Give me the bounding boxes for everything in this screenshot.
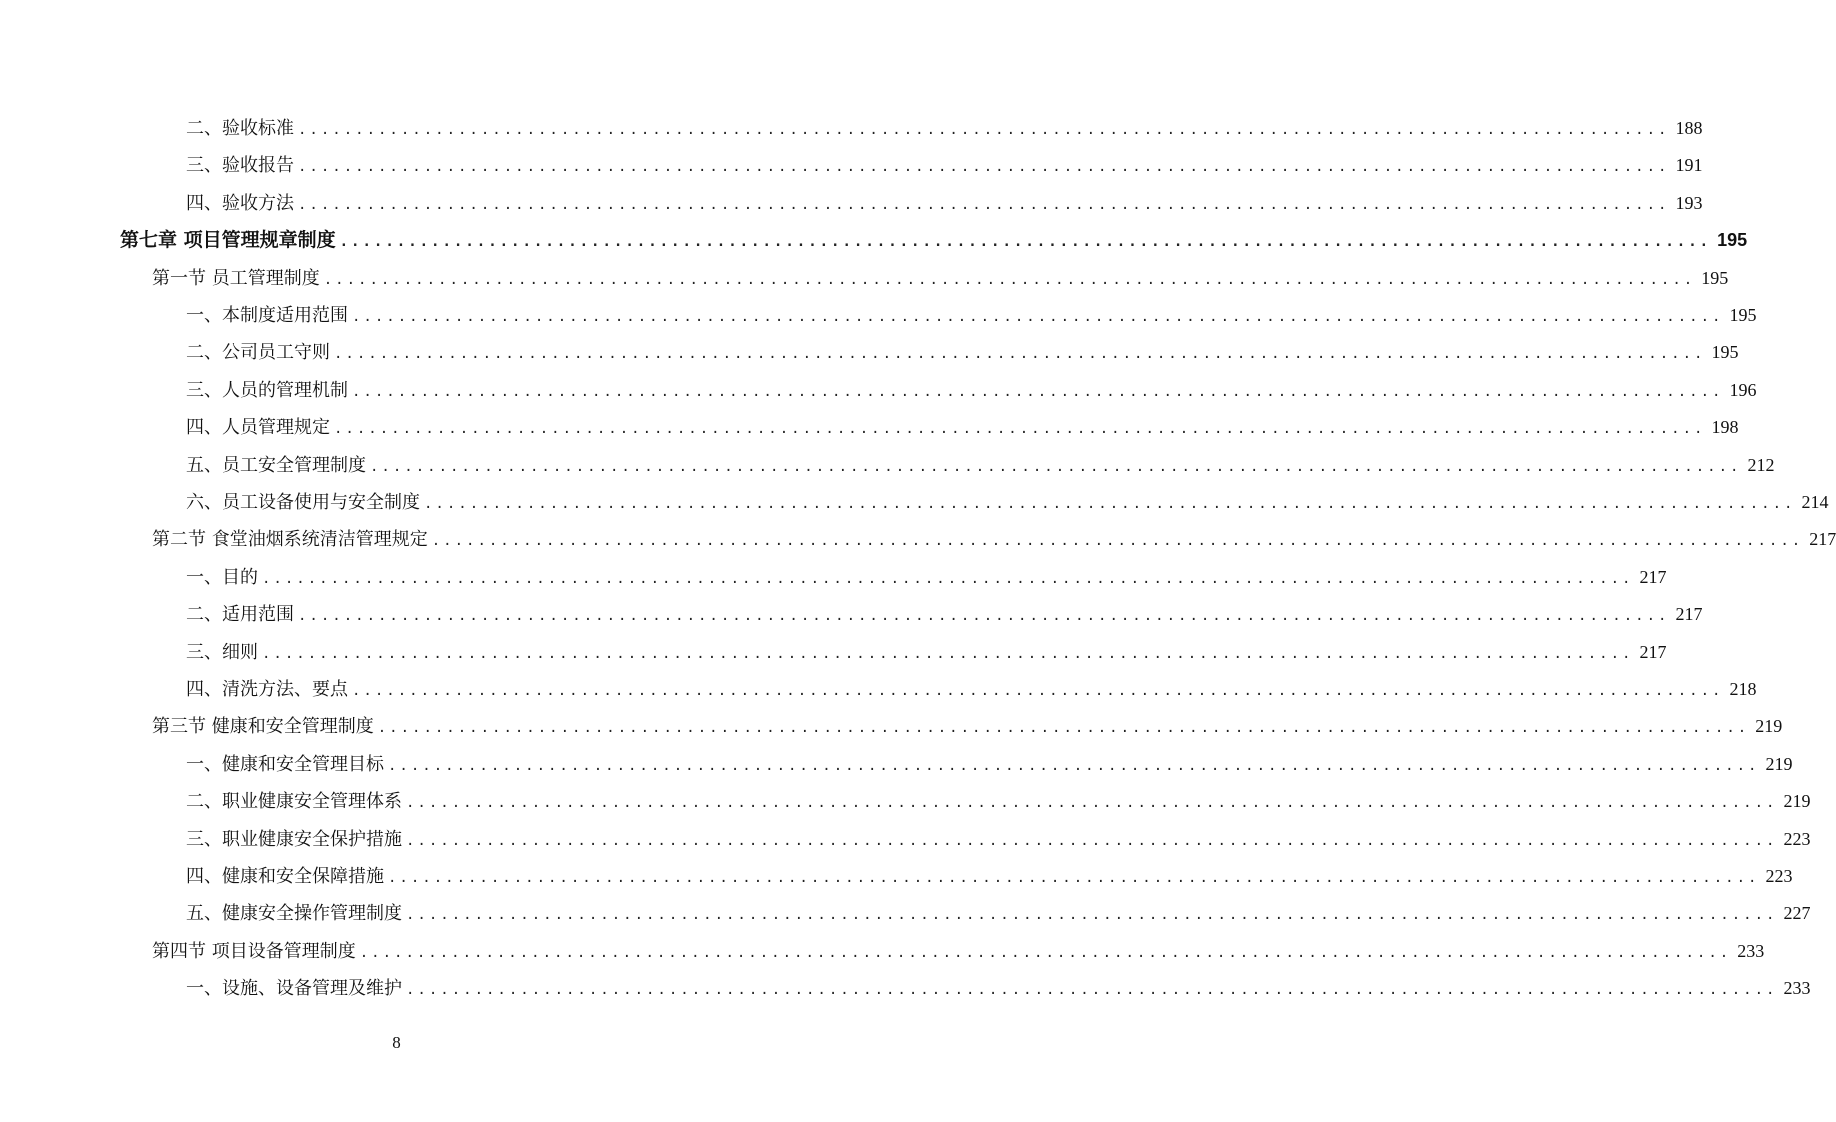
toc-dot-leader: ........................................................................................................................ [377,720,1750,737]
toc-subsection-entry[interactable] [186,858,1793,895]
toc-subsection-entry[interactable] [186,185,1703,222]
toc-dot-leader: ........................................................................................................................ [298,196,1670,213]
toc-entry-page: 219 [1783,791,1811,812]
toc-subsection-entry[interactable] [186,110,1703,147]
toc-entry-title: 五、健康安全操作管理制度 [186,903,402,925]
toc-entry-page: 217 [1639,641,1667,662]
toc-entry-title: 三、人员的管理机制 [186,379,348,401]
toc-entry-title: 二、职业健康安全管理体系 [186,791,402,813]
toc-subsection-entry[interactable] [186,147,1703,184]
toc-dot-leader: ........................................................................................................................ [406,982,1778,999]
toc-entry-title: 二、公司员工守则 [186,342,330,364]
toc-dot-leader: ........................................................................................................................ [298,122,1670,138]
toc-dot-leader: ........................................................................................................................ [388,870,1760,886]
toc-dot-leader: ........................................................................................................................ [334,421,1706,438]
toc-section-entry[interactable] [152,708,1783,745]
toc-entry-page: 195 [1729,305,1757,325]
toc-subsection-entry[interactable] [186,409,1739,446]
toc-dot-leader: ........................................................................................................................ [352,683,1724,699]
toc-subsection-entry[interactable] [186,372,1757,409]
toc-chapter-entry[interactable] [120,222,1748,259]
toc-entry-page: 223 [1783,828,1811,849]
toc-entry-title: 第七章 项目管理规章制度 [120,229,336,252]
toc-dot-leader: ........................................................................................................................ [262,645,1634,662]
toc-entry-page: 198 [1711,417,1739,438]
toc-entry-title: 一、本制度适用范围 [186,305,348,326]
toc-entry-page: 195 [1701,267,1729,288]
toc-subsection-entry[interactable] [186,821,1811,858]
toc-entry-page: 223 [1765,866,1793,886]
toc-entry-title: 一、设施、设备管理及维护 [186,978,402,1000]
toc-dot-leader: ........................................................................................................................ [323,271,1696,288]
toc-entry-page: 191 [1675,155,1703,176]
toc-entry-title: 六、员工设备使用与安全制度 [186,492,420,513]
toc-entry-page: 217 [1675,604,1703,625]
toc-entry-title: 四、验收方法 [186,192,294,214]
toc-entry-page: 212 [1747,454,1775,475]
toc-subsection-entry[interactable] [186,334,1739,371]
toc-dot-leader: ........................................................................................................................ [352,383,1724,400]
toc-dot-leader: ........................................................................................................................ [406,907,1778,924]
toc-entry-title: 三、验收报告 [186,155,294,177]
page-number: 8 [392,1033,401,1052]
toc-entry-page: 233 [1783,978,1811,999]
toc-entry-title: 第三节 健康和安全管理制度 [152,716,374,738]
toc-entry-title: 四、清洗方法、要点 [186,679,348,700]
toc-entry-title: 五、员工安全管理制度 [186,454,366,476]
toc-subsection-entry[interactable] [186,970,1811,1007]
toc-entry-page: 218 [1729,679,1757,699]
toc-entry-title: 四、健康和安全保障措施 [186,866,384,887]
toc-entry-page: 219 [1755,716,1783,737]
toc-dot-leader: ........................................................................................................................ [334,346,1706,363]
toc-subsection-entry[interactable] [186,297,1757,334]
toc-entry-title: 一、健康和安全管理目标 [186,753,384,775]
toc-dot-leader: ........................................................................................................................ [370,458,1742,475]
toc-entry-page: 195 [1711,342,1739,363]
toc-entry-page: 193 [1675,192,1703,213]
toc-entry-title: 二、验收标准 [186,118,294,139]
toc-subsection-entry[interactable] [186,783,1811,820]
toc-entry-title: 二、适用范围 [186,604,294,626]
toc-section-entry[interactable] [152,521,1836,558]
toc-entry-page: 214 [1801,492,1829,512]
toc-dot-leader: ........................................................................................................................ [424,496,1796,512]
toc-subsection-entry[interactable] [186,746,1793,783]
toc-subsection-entry[interactable] [186,447,1775,484]
toc-dot-leader: ........................................................................................................................ [262,570,1634,587]
toc-subsection-entry[interactable] [186,671,1757,708]
toc-dot-leader: ........................................................................................................................ [298,159,1670,176]
toc-subsection-entry[interactable] [186,596,1703,633]
toc-dot-leader: ........................................................................................................................ [406,832,1778,849]
toc-dot-leader: ........................................................................................................................ [406,795,1778,812]
toc-entry-title: 三、职业健康安全保护措施 [186,828,402,850]
toc-section-entry[interactable] [152,260,1729,297]
toc-entry-page: 195 [1717,230,1748,251]
toc-entry-page: 227 [1783,903,1811,924]
toc-entry-page: 188 [1675,118,1703,138]
toc-entry-title: 一、目的 [186,566,258,588]
toc-entry-title: 四、人员管理规定 [186,417,330,439]
toc-dot-leader: ........................................................................................................................ [352,309,1724,325]
toc-dot-leader: ........................................................................................................................ [359,944,1732,961]
toc-entry-page: 217 [1809,529,1836,550]
toc-dot-leader: ........................................................................................................................ [431,533,1804,550]
toc-entry-title: 第一节 员工管理制度 [152,267,320,289]
toc-dot-leader: ........................................................................................................................ [298,608,1670,625]
toc-entry-title: 第二节 食堂油烟系统清洁管理规定 [152,529,428,551]
toc-entry-page: 196 [1729,379,1757,400]
toc-entry-title: 第四节 项目设备管理制度 [152,940,356,962]
toc-entry-page: 217 [1639,566,1667,587]
toc-dot-leader: ........................................................................................................................ [388,757,1760,774]
toc-subsection-entry[interactable] [186,895,1811,932]
toc-subsection-entry[interactable] [186,634,1667,671]
toc-subsection-entry[interactable] [186,559,1667,596]
toc-entry-page: 233 [1737,940,1765,961]
toc-entry-page: 219 [1765,753,1793,774]
toc-section-entry[interactable] [152,933,1765,970]
toc-subsection-entry[interactable] [186,484,1829,521]
toc-entry-title: 三、细则 [186,641,258,663]
toc-dot-leader: ........................................................................................................................ [339,234,1712,251]
